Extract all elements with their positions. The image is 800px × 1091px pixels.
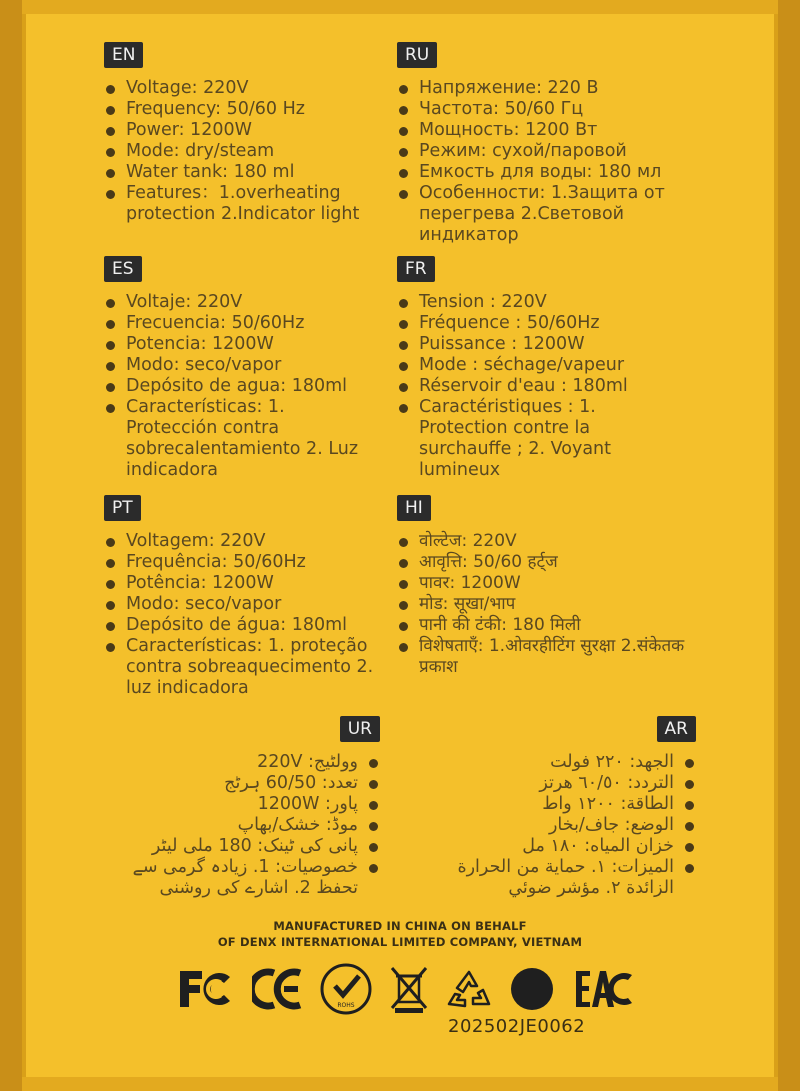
list-item: Fréquence : 50/60Hz (397, 313, 657, 334)
list-item: وولٹیج: 220V (118, 752, 380, 773)
list-item: Puissance : 1200W (397, 334, 657, 355)
manufacturer-note (0, 918, 800, 950)
eac-mark-icon (572, 962, 636, 1016)
manufacturer-line-1: MANUFACTURED IN CHINA ON BEHALF (273, 919, 527, 933)
list-item: الجهد: ٢٢٠ فولت (420, 752, 696, 773)
list-item: Емкость для воды: 180 мл (397, 162, 677, 183)
list-item: Frecuencia: 50/60Hz (104, 313, 374, 334)
spec-list-hi (397, 531, 687, 678)
rohs-badge-label: ROHS (337, 1002, 355, 1009)
section-es (104, 256, 374, 481)
recycle-icon (445, 962, 493, 1016)
list-item: Features：1.overheating protection 2.Indicator light (104, 183, 394, 225)
list-item: الوضع: جاف/بخار (420, 815, 696, 836)
list-item: Características: 1. Protección contra sobrecalentamiento 2. Luz indicadora (104, 397, 374, 481)
section-en (104, 42, 394, 225)
list-item: Potencia: 1200W (104, 334, 374, 355)
language-tag-en: EN (104, 42, 143, 68)
list-item: تعدد: 60/50 ہرٹج (118, 773, 380, 794)
list-item: Mode : séchage/vapeur (397, 355, 657, 376)
list-item: خصوصیات: 1. زیادہ گرمی سے تحفظ 2. اشارے کی روشنی (118, 857, 380, 899)
spec-list-es (104, 292, 374, 481)
spec-list-en (104, 78, 394, 225)
manufacturer-line-2: OF DENX INTERNATIONAL LIMITED COMPANY, VIETNAM (217, 935, 583, 949)
spec-list-pt (104, 531, 394, 699)
list-item: پانی کی ٹینک: 180 ملی لیٹر (118, 836, 380, 857)
section-fr (397, 256, 657, 481)
list-item: Tension : 220V (397, 292, 657, 313)
list-item: التردد: ٦٠/٥٠ هرتز (420, 773, 696, 794)
spec-list-ar (420, 752, 696, 899)
list-item: الطاقة: ١٢٠٠ واط (420, 794, 696, 815)
language-tag-ru: RU (397, 42, 437, 68)
list-item: विशेषताएँ: 1.ओवरहीटिंग सुरक्षा 2.संकेतक प्रकाश (397, 636, 687, 678)
section-ar (420, 716, 696, 899)
spec-list-ur (118, 752, 380, 899)
ce-mark-icon (252, 962, 304, 1016)
list-item: Power: 1200W (104, 120, 394, 141)
language-tag-hi: HI (397, 495, 431, 521)
list-item: पानी की टंकी: 180 मिली (397, 615, 687, 636)
list-item: موڈ: خشک/بھاپ (118, 815, 380, 836)
list-item: Depósito de agua: 180ml (104, 376, 374, 397)
list-item: Voltage: 220V (104, 78, 394, 99)
list-item: Depósito de água: 180ml (104, 615, 394, 636)
list-item: Frequency: 50/60 Hz (104, 99, 394, 120)
list-item: Частота: 50/60 Гц (397, 99, 677, 120)
language-tag-ar: AR (657, 716, 696, 742)
list-item: الميزات: ١. حماية من الحرارة الزائدة ٢. مؤشر ضوئي (420, 857, 696, 899)
list-item: Frequência: 50/60Hz (104, 552, 394, 573)
certification-icons (176, 962, 636, 1016)
language-tag-pt: PT (104, 495, 141, 521)
fc-mark-icon (176, 962, 236, 1016)
list-item: पावर: 1200W (397, 573, 687, 594)
list-item: خزان المياه: ١٨٠ مل (420, 836, 696, 857)
list-item: Potência: 1200W (104, 573, 394, 594)
list-item: Особенности: 1.Защита от перегрева 2.Световой индикатор (397, 183, 677, 246)
list-item: Voltagem: 220V (104, 531, 394, 552)
list-item: Modo: seco/vapor (104, 355, 374, 376)
list-item: Мощность: 1200 Вт (397, 120, 677, 141)
section-pt (104, 495, 394, 699)
rohs-badge-icon (319, 962, 373, 1016)
spec-list-fr (397, 292, 657, 481)
list-item: Water tank: 180 ml (104, 162, 394, 183)
section-hi (397, 495, 687, 678)
spec-list-ru (397, 78, 677, 246)
section-ur (118, 716, 380, 899)
weee-crossed-bin-icon (389, 962, 429, 1016)
list-item: Voltaje: 220V (104, 292, 374, 313)
list-item: Caractéristiques : 1. Protection contre la surchauffe ; 2. Voyant lumineux (397, 397, 657, 481)
list-item: پاور: 1200W (118, 794, 380, 815)
list-item: मोड: सूखा/भाप (397, 594, 687, 615)
list-item: वोल्टेज: 220V (397, 531, 687, 552)
list-item: Réservoir d'eau : 180ml (397, 376, 657, 397)
green-dot-icon (508, 962, 556, 1016)
language-tag-es: ES (104, 256, 142, 282)
language-tag-ur: UR (340, 716, 380, 742)
language-tag-fr: FR (397, 256, 435, 282)
list-item: Características: 1. proteção contra sobreaquecimento 2. luz indicadora (104, 636, 394, 699)
list-item: Mode: dry/steam (104, 141, 394, 162)
list-item: Напряжение: 220 В (397, 78, 677, 99)
list-item: Режим: сухой/паровой (397, 141, 677, 162)
batch-code: 202502JE0062 (448, 1016, 586, 1037)
list-item: आवृत्ति: 50/60 हर्ट्ज (397, 552, 687, 573)
list-item: Modo: seco/vapor (104, 594, 394, 615)
section-ru (397, 42, 677, 246)
